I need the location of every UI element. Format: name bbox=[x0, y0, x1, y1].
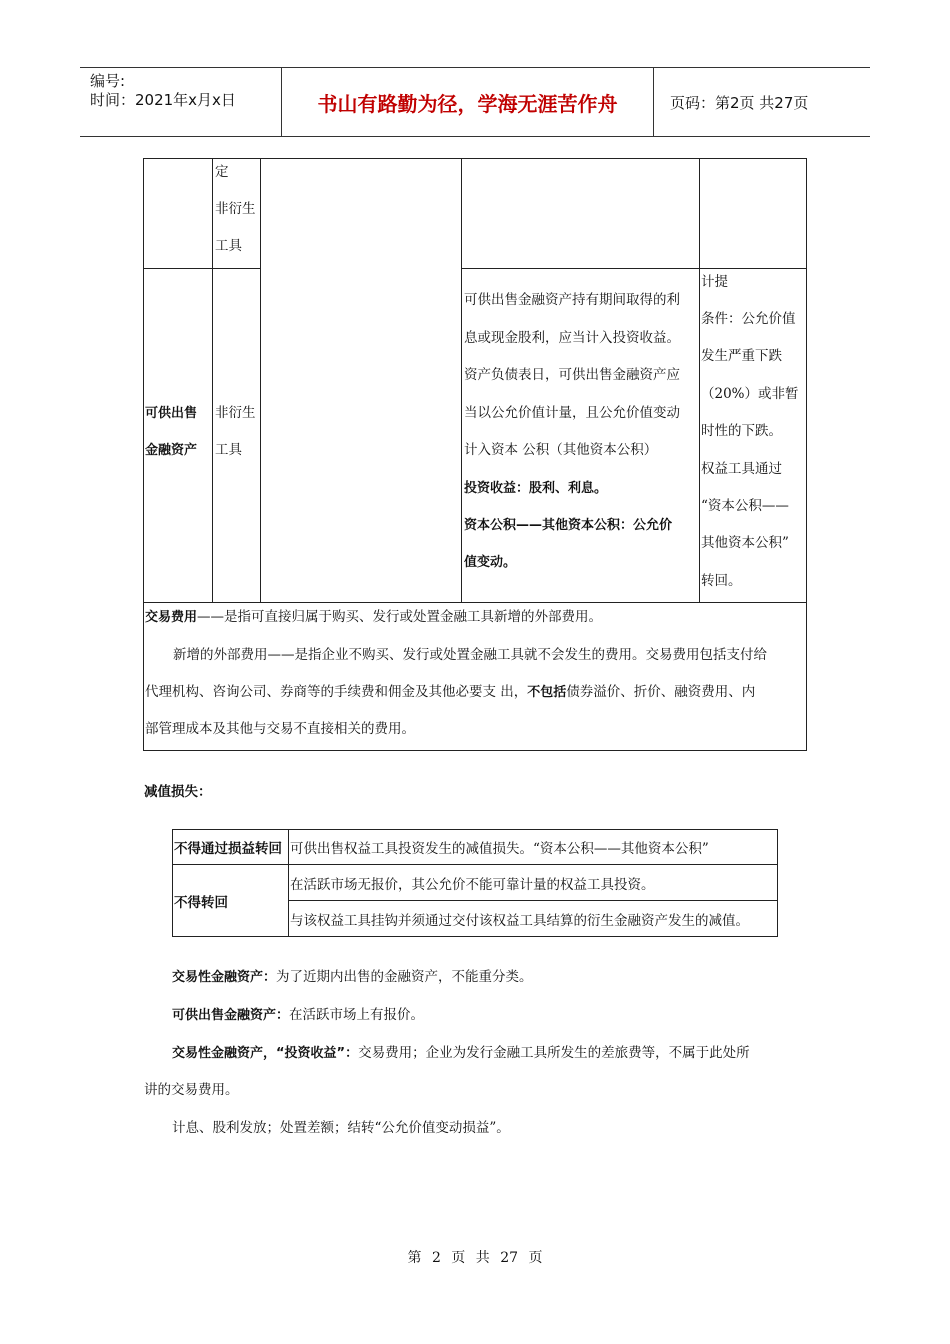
external-cost-line3 bbox=[145, 674, 755, 712]
impair-r2-text-a: 在活跃市场无报价，其公允价不能可靠计量的权益工具投资。 bbox=[290, 877, 655, 893]
header-page-code bbox=[664, 68, 870, 136]
header-meta bbox=[80, 68, 282, 136]
impair-r1-text: 可供出售权益工具投资发生的减值损失。“资本公积——其他资本公积” bbox=[290, 841, 709, 857]
cell-impair-line6: 权益工具通过 bbox=[701, 461, 782, 477]
cell-afs-type-line1: 非衍生 bbox=[215, 405, 256, 421]
time-label: 时间：2021年x月x日 bbox=[90, 91, 236, 109]
external-cost-definition: 新增的外部费用——是指企业不购买、发行或处置金融工具就不会发生的费用。交易费用包括支付给 bbox=[173, 647, 767, 663]
cell-impair-line2: 条件：公允价值 bbox=[701, 311, 796, 327]
cell-impair-line7: “资本公积—— bbox=[701, 498, 789, 514]
cell-impair-line8: 其他资本公积” bbox=[701, 535, 789, 551]
cell-impair-line5: 时性的下跌。 bbox=[701, 423, 782, 439]
cell-row1-type-line1: 定 bbox=[215, 164, 229, 180]
cell-afs-bold-line1: 投资收益：股利、利息。 bbox=[464, 481, 608, 496]
impairment-heading: 减值损失： bbox=[144, 784, 212, 800]
cell-row1-type-line2: 非衍生 bbox=[215, 201, 256, 217]
paragraph-afs-assets bbox=[172, 1003, 424, 1023]
page-code-text: 页码：第2页 共27页 bbox=[670, 93, 809, 112]
paragraph-investment-income-line2: 讲的交易费用。 bbox=[144, 1082, 239, 1098]
p3-text: 交易费用；企业为发行金融工具所发生的差旅费等，不属于此处所 bbox=[358, 1045, 750, 1061]
impair-r2-text-b: 与该权益工具挂钩并须通过交付该权益工具结算的衍生金融资产发生的减值。 bbox=[290, 913, 749, 929]
page-footer: 第 2 页 共 27 页 bbox=[407, 1250, 543, 1266]
p1-term: 交易性金融资产： bbox=[172, 970, 277, 985]
cell-afs-measure-line2: 息或现金股利，应当计入投资收益。 bbox=[464, 330, 680, 346]
external-cost-line4: 部管理成本及其他与交易不直接相关的费用。 bbox=[145, 721, 415, 737]
cell-afs-label-line2: 金融资产 bbox=[145, 443, 198, 458]
paragraph-trading-assets bbox=[172, 965, 533, 985]
cell-impair-line3: 发生严重下跌 bbox=[701, 348, 782, 364]
transaction-cost-term: 交易费用 bbox=[145, 610, 198, 625]
cell-afs-measure-line3: 资产负债表日，可供出售金融资产应 bbox=[464, 367, 680, 383]
external-cost-line3-a: 代理机构、咨询公司、券商等的手续费和佣金及其他必要支 出， bbox=[145, 684, 528, 700]
cell-afs-measure-line1: 可供出售金融资产持有期间取得的利 bbox=[464, 292, 680, 308]
p3-term: 交易性金融资产，“投资收益”： bbox=[172, 1046, 359, 1061]
p2-term: 可供出售金融资产： bbox=[172, 1008, 290, 1023]
cell-afs-measure-line4: 当以公允价值计量，且公允价值变动 bbox=[464, 405, 680, 421]
number-label: 编号: bbox=[90, 72, 126, 90]
cell-afs-label-line1: 可供出售 bbox=[145, 406, 198, 421]
header-motto: 书山有路勤为径，学海无涯苦作舟 bbox=[282, 68, 654, 136]
p2-text: 在活跃市场上有报价。 bbox=[289, 1007, 425, 1023]
cell-afs-bold-line3: 值变动。 bbox=[464, 555, 517, 570]
excludes-label: 不包括 bbox=[527, 685, 567, 700]
p1-text: 为了近期内出售的金融资产，不能重分类。 bbox=[276, 969, 533, 985]
impair-r2-label: 不得转回 bbox=[174, 895, 228, 911]
cell-impair-line4: （20%）或非暂 bbox=[701, 386, 799, 402]
cell-row1-type-line3: 工具 bbox=[215, 238, 242, 254]
impair-r1-label: 不得通过损益转回 bbox=[174, 841, 282, 857]
cell-impair-line9: 转回。 bbox=[701, 573, 742, 589]
transaction-cost-definition bbox=[145, 599, 602, 637]
page-header bbox=[80, 67, 870, 137]
cell-afs-measure-line5: 计入资本 公积（其他资本公积） bbox=[464, 442, 658, 458]
paragraph-investment-income bbox=[172, 1041, 750, 1061]
cell-afs-bold-line2: 资本公积——其他资本公积：公允价 bbox=[464, 518, 673, 533]
cell-impair-line1: 计提 bbox=[701, 274, 728, 290]
transaction-cost-def-text: ——是指可直接归属于购买、发行或处置金融工具新增的外部费用。 bbox=[197, 609, 603, 625]
external-cost-line3-b: 债券溢价、折价、融资费用、内 bbox=[566, 684, 756, 700]
cell-afs-type-line2: 工具 bbox=[215, 442, 242, 458]
paragraph-summary: 计息、股利发放；处置差额；结转“公允价值变动损益”。 bbox=[172, 1120, 510, 1136]
